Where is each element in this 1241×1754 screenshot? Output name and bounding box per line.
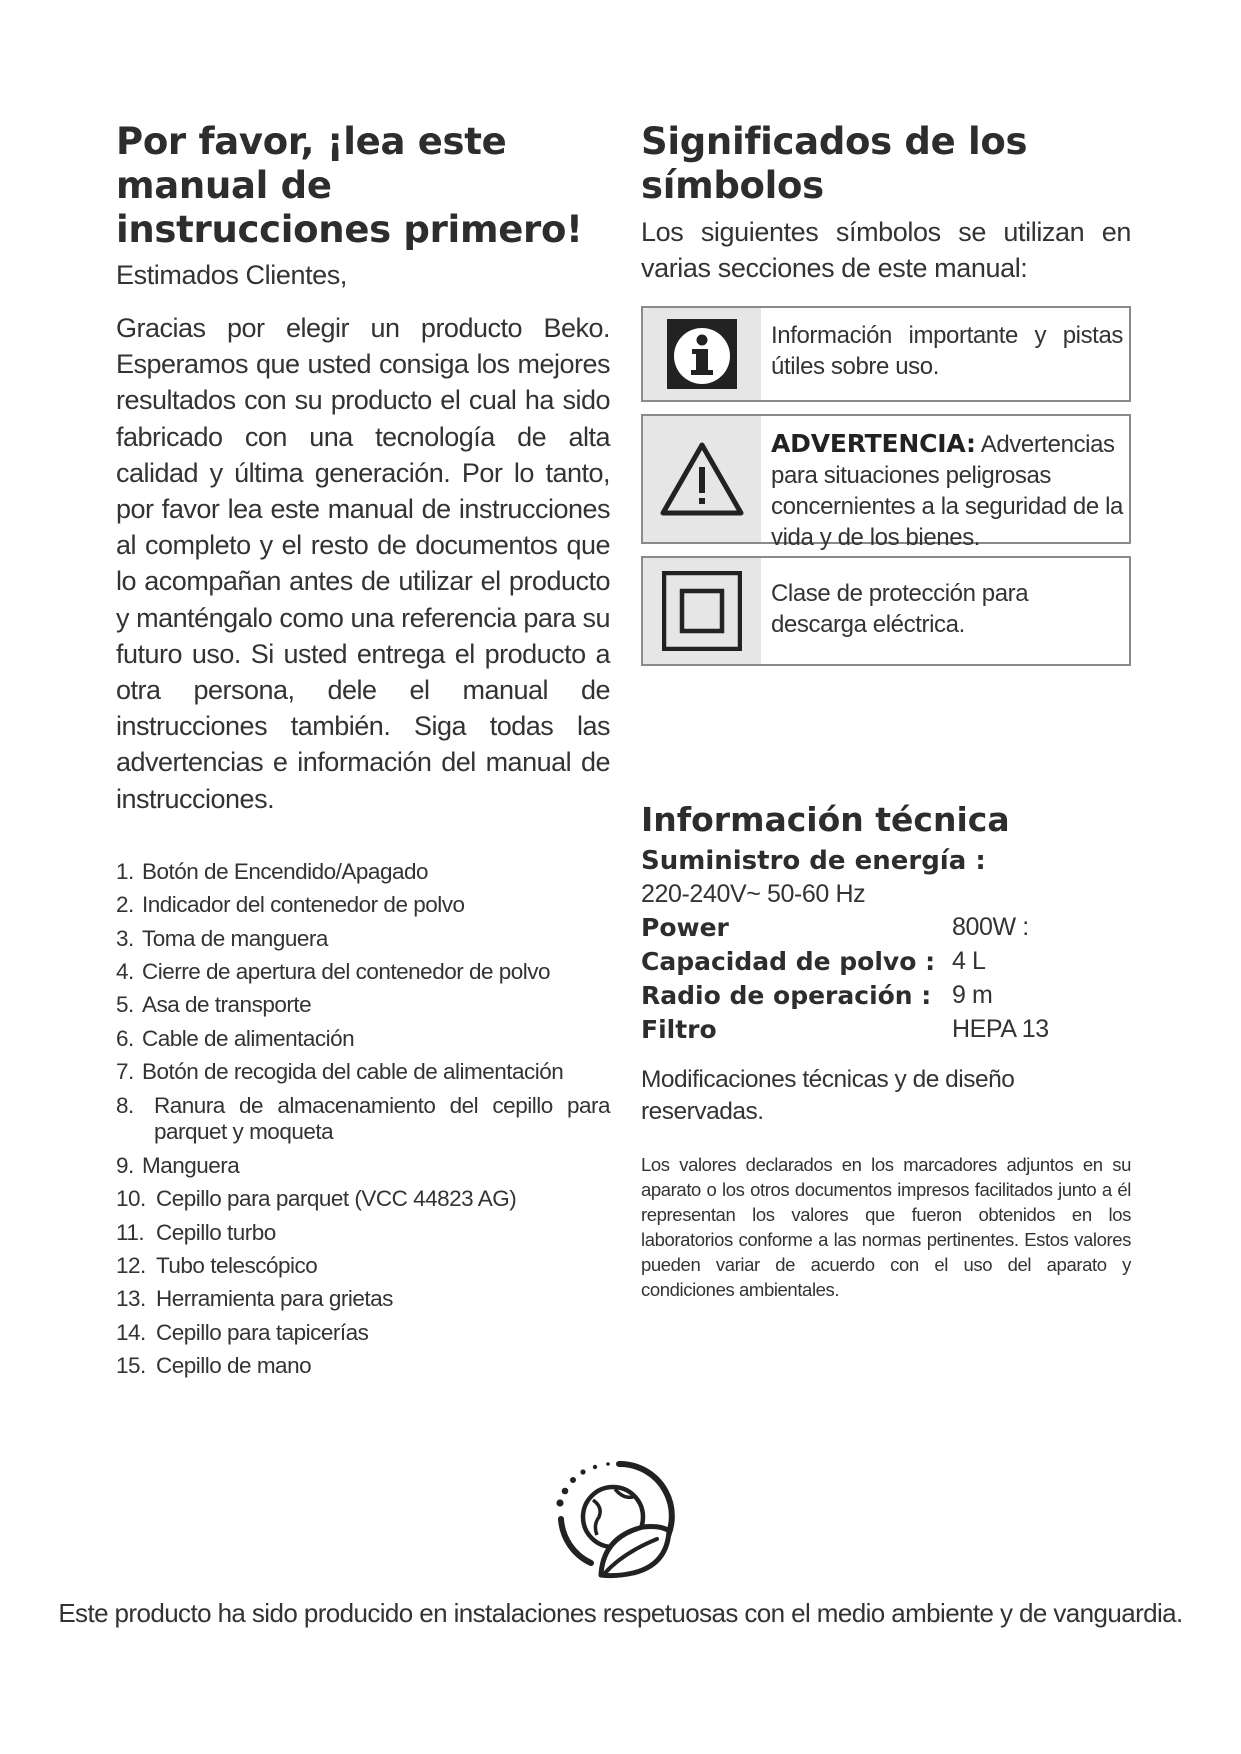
eco-globe-leaf-icon xyxy=(553,1455,683,1585)
parts-list xyxy=(116,855,610,1383)
list-item: 2. Indicador del contenedor de polvo xyxy=(116,892,465,918)
technical-info xyxy=(641,800,1131,1302)
list-item: 12. Tubo telescópico xyxy=(116,1252,318,1278)
list-item: 5. Asa de transporte xyxy=(116,992,312,1018)
right-column xyxy=(641,120,1131,1300)
symbol-protection-text: Clase de protección para descarga eléctrica. xyxy=(771,580,1029,638)
list-item: 8. Ranura de almacenamiento del cepillo para parquet y moqueta xyxy=(116,1092,610,1144)
list-item: 10. Cepillo para parquet (VCC 44823 AG) xyxy=(116,1186,517,1212)
modifications-note: Modificaciones técnicas y de diseño reservadas. xyxy=(641,1066,1015,1125)
greeting: Estimados Clientes, xyxy=(116,260,347,290)
left-column xyxy=(116,120,610,1383)
symbol-warning-box xyxy=(641,414,1131,551)
tech-title: Información técnica xyxy=(641,800,1010,839)
spec-row: Capacidad de polvo : 4 L xyxy=(641,946,986,976)
list-item: 11. Cepillo turbo xyxy=(116,1219,276,1245)
spec-row: Radio de operación : 9 m xyxy=(641,980,993,1010)
symbol-info-box xyxy=(641,306,1131,402)
list-item: 15. Cepillo de mano xyxy=(116,1353,312,1379)
symbol-info-text: Información importante y pistas útiles sobre uso. xyxy=(771,322,1123,380)
list-item: 7. Botón de recogida del cable de alimentación xyxy=(116,1059,564,1085)
info-icon xyxy=(643,308,761,400)
spec-row: Power 800W : xyxy=(641,912,1029,942)
list-item: 14. Cepillo para tapicerías xyxy=(116,1319,369,1345)
fine-print: Los valores declarados en los marcadores adjuntos en su aparato o los otros documentos impresos facilitados junto a él representan los valores que fueron obtenidos en los laboratorios conforme a las normas pertinentes. Estos valores pueden variar de acuerdo con el uso del aparato y condiciones ambientales. xyxy=(641,1154,1131,1300)
warning-label: ADVERTENCIA: xyxy=(771,429,976,458)
spec-row: Filtro HEPA 13 xyxy=(641,1014,1049,1044)
list-item: 4. Cierre de apertura del contenedor de polvo xyxy=(116,959,551,985)
list-item: 3. Toma de manguera xyxy=(116,925,328,951)
symbols-intro: Los siguientes símbolos se utilizan en varias secciones de este manual: xyxy=(641,217,1131,283)
supply-label: Suministro de energía : xyxy=(641,846,986,876)
double-square-icon xyxy=(643,558,761,664)
list-item: 1. Botón de Encendido/Apagado xyxy=(116,858,429,884)
list-item: 13. Herramienta para grietas xyxy=(116,1286,393,1312)
symbol-warning-text: ADVERTENCIA: Advertencias para situaciones peligrosas concernientes a la seguridad de la vida y de los bienes. xyxy=(771,429,1123,551)
intro-paragraph: Gracias por elegir un producto Beko. Esperamos que usted consiga los mejores resultados con su producto el cual ha sido fabricado con una tecnología de alta calidad y última generación. Por lo tanto, por favor lea este manual de instrucciones al completo y el resto de documentos que lo acompañan antes de utilizar el producto y manténgalo como una referencia para su futuro uso. Si usted entrega el producto a otra persona, dele el manual de instrucciones también. Siga todas las advertencias e información del manual de instrucciones. xyxy=(116,313,610,814)
symbols-title: Significados de los símbolos xyxy=(641,120,1028,207)
list-item: 6. Cable de alimentación xyxy=(116,1025,355,1051)
warning-icon xyxy=(643,416,761,542)
list-item: 9. Manguera xyxy=(116,1152,240,1178)
symbol-protection-box xyxy=(641,556,1131,666)
manual-title: Por favor, ¡lea este manual de instrucciones primero! xyxy=(116,120,583,251)
supply-value: 220-240V~ 50-60 Hz xyxy=(641,880,866,908)
footer-text: Este producto ha sido producido en instalaciones respetuosas con el medio ambiente y de vanguardia. xyxy=(58,1598,1183,1628)
